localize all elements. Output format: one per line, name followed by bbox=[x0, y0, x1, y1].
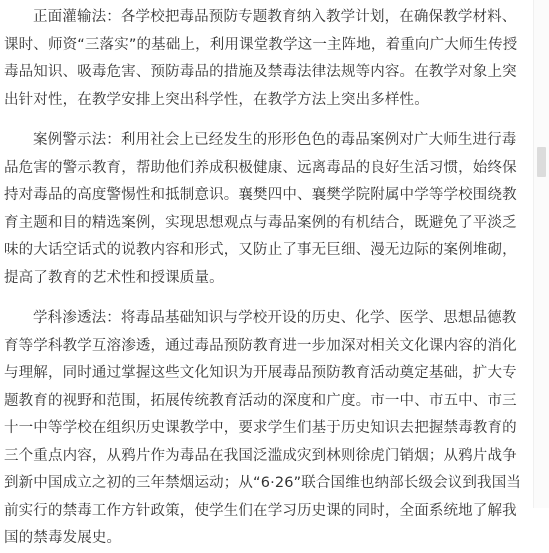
scrollbar-thumb[interactable] bbox=[537, 147, 546, 177]
paragraph-gap bbox=[4, 292, 530, 305]
paragraph-gap bbox=[4, 114, 530, 127]
vertical-scrollbar[interactable] bbox=[533, 0, 549, 508]
paragraph-subject-integration: 学科渗透法：将毒品基础知识与学校开设的历史、化学、医学、思想品德教育等学科教学互溶渗透，通过毒品预防教育进一步加深对相关文化课内容的消化与理解，同时通过掌握这些文化知识为开展毒品预防教育活动奠定基础，扩大专题教育的视野和范围，拓展传统教育活动的深度和广度。市一中、市五中、市三十一中等学校在组织历史课教学中，要求学生们基于历史知识去把握禁毒教育的三个重点内容，从鸦片作为毒品在我国泛滥成灾到林则徐虎门销烟；从鸦片战争到新中国成立之初的三年禁烟运动；从“6·26”联合国维也纳部长级会议到我国当前实行的禁毒工作方针政策，使学生们在学习历史课的同时，全面系统地了解我国的禁毒发展史。 bbox=[4, 310, 522, 546]
paragraph-case-warning: 案例警示法：利用社会上已经发生的形形色色的毒品案例对广大师生进行毒品危害的警示教育，帮助他们养成积极健康、远离毒品的良好生活习惯，始终保持对毒品的高度警惕性和抵制意识。襄樊四中、襄樊学院附属中学等学校围绕教育主题和目的精选案例，实现思想观点与毒品案例的有机结合，既避免了平淡乏味的大话空话式的说教内容和形式，又防止了事无巨细、漫无边际的案例堆砌，提高了教育的艺术性和授课质量。 bbox=[4, 132, 517, 286]
article-body bbox=[4, 4, 530, 553]
paragraph-positive-instruction: 正面灌输法：各学校把毒品预防专题教育纳入教学计划，在确保教学材料、课时、师资“三落实”的基础上，利用课堂教学这一主阵地，着重向广大师生传授毒品知识、吸毒危害、预防毒品的措施及禁毒法律法规等内容。在教学对象上突出针对性，在教学安排上突出科学性，在教学方法上突出多样性。 bbox=[4, 9, 518, 108]
